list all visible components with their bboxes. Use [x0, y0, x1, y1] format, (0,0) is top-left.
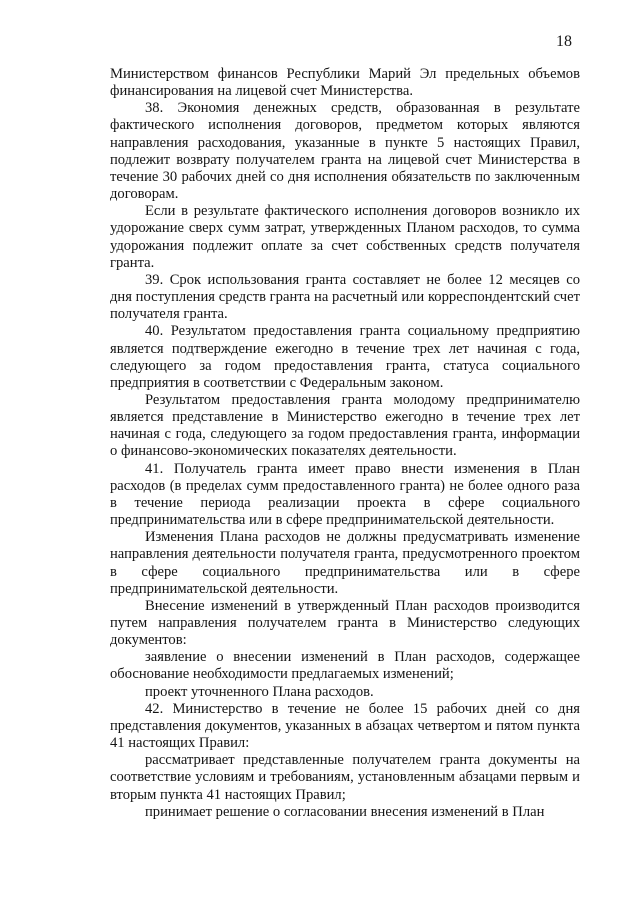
- paragraph: Внесение изменений в утвержденный План расходов производится путем направления получателем гранта в Министерство следующих документов:: [110, 597, 580, 649]
- paragraph: Результатом предоставления гранта молодому предпринимателю является представление в Министерство ежегодно в течение трех лет начиная с года, следующего за годом предоставления гранта, информации о финансово-экономических показателях деятельности.: [110, 391, 580, 460]
- paragraph: Изменения Плана расходов не должны предусматривать изменение направления деятельности получателя гранта, предусмотренного проектом в сфере социального предпринимательства или в сфере предпринимательской деятельности.: [110, 529, 580, 597]
- paragraph: 39. Срок использования гранта составляет не более 12 месяцев со дня поступления средств гранта на расчетный или корреспондентский счет получателя гранта.: [110, 271, 580, 323]
- paragraph: принимает решение о согласовании внесения изменений в План: [145, 803, 545, 820]
- paragraph: заявление о внесении изменений в План расходов, содержащее обоснование необходимости предлагаемых изменений;: [110, 649, 580, 683]
- document-body: [110, 66, 580, 821]
- paragraph: 38. Экономия денежных средств, образованная в результате фактического исполнения договоров, предметом которых являются направления расходования, указанные в пункте 5 настоящих Правил, подлежит возврату получателем гранта на лицевой счет Министерства в течение 30 рабочих дней со дня исполнения обязательств по заключенным договорам.: [110, 100, 580, 203]
- paragraph: проект уточненного Плана расходов.: [145, 683, 374, 700]
- paragraph: рассматривает представленные получателем гранта документы на соответствие условиям и требованиям, установленным абзацами первым и вторым пункта 41 настоящих Правил;: [110, 752, 580, 803]
- paragraph: 41. Получатель гранта имеет право внести изменения в План расходов (в пределах сумм предоставленного гранта) не более одного раза в течение периода реализации проекта в сфере социального предпринимательства или в сфере предпринимательской деятельности.: [110, 460, 580, 529]
- paragraph: Министерством финансов Республики Марий Эл предельных объемов финансирования на лицевой счет Министерства.: [110, 66, 580, 100]
- page-number: 18: [556, 33, 572, 50]
- paragraph: 42. Министерство в течение не более 15 рабочих дней со дня представления документов, указанных в абзацах четвертом и пятом пункта 41 настоящих Правил:: [110, 700, 580, 752]
- paragraph: 40. Результатом предоставления гранта социальному предприятию является подтверждение ежегодно в течение трех лет начиная с года, следующего за годом предоставления гранта, статуса социального предприятия в соответствии с Федеральным законом.: [110, 323, 580, 391]
- paragraph: Если в результате фактического исполнения договоров возникло их удорожание сверх сумм затрат, утвержденных Планом расходов, то сумма удорожания подлежит оплате за счет собственных средств получателя гранта.: [110, 203, 580, 271]
